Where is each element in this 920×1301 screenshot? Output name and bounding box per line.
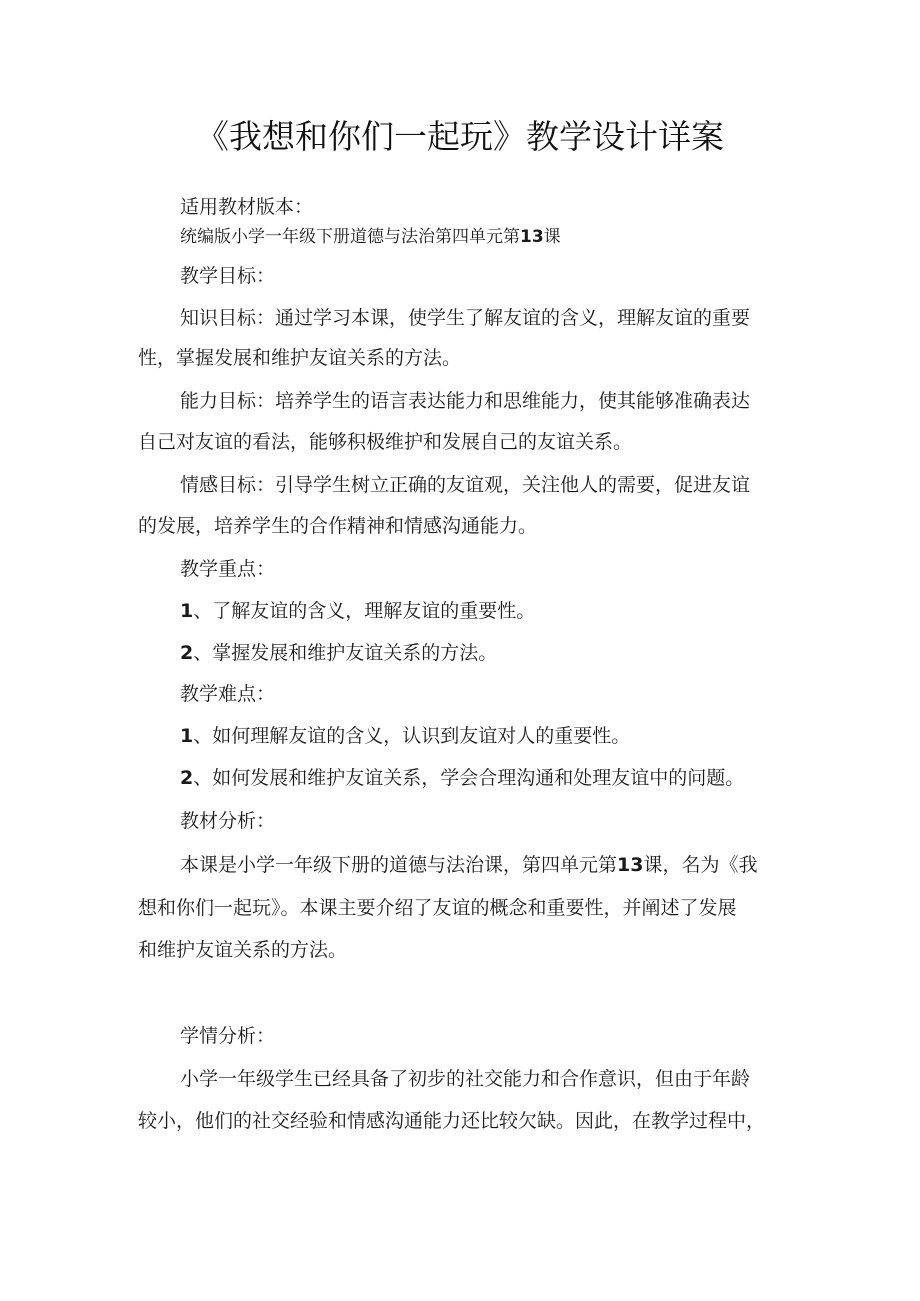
student-analysis-heading: 学情分析： (180, 1025, 276, 1047)
knowledge-goal-line-2: 性，掌握发展和维护友谊关系的方法。 (138, 347, 462, 369)
ability-goal-line-1: 能力目标：培养学生的语言表达能力和思维能力，使其能够准确表达 (180, 390, 751, 412)
difficult-point-2 (180, 763, 744, 793)
edition-value (180, 222, 561, 252)
edition-label: 适用教材版本： (180, 196, 314, 218)
key-point-2-number: 2 (180, 642, 194, 664)
key-point-2 (180, 638, 497, 668)
key-points-heading: 教学重点： (180, 558, 276, 580)
material-analysis-line-3: 和维护友谊关系的方法。 (138, 939, 348, 961)
emotion-goal-line-2: 的发展，培养学生的合作精神和情感沟通能力。 (138, 515, 538, 537)
edition-value-pre: 统编版小学一年级下册道德与法治第四单元第 (180, 227, 520, 247)
material-line-1-pre: 本课是小学一年级下册的道德与法治课，第四单元第 (180, 854, 618, 876)
goals-heading: 教学目标： (180, 265, 276, 287)
edition-value-post: 课 (543, 227, 561, 247)
key-point-1 (180, 596, 535, 626)
difficult-point-1-text: 、如何理解友谊的含义，认识到友谊对人的重要性。 (193, 725, 631, 747)
material-analysis-heading: 教材分析： (180, 810, 276, 832)
ability-goal-line-2: 自己对友谊的看法，能够积极维护和发展自己的友谊关系。 (138, 431, 633, 453)
difficult-points-heading: 教学难点： (180, 683, 276, 705)
student-analysis-line-1: 小学一年级学生已经具备了初步的社交能力和合作意识，但由于年龄 (180, 1068, 751, 1090)
difficult-point-1-number: 1 (180, 725, 194, 747)
document-title: 《我想和你们一起玩》教学设计详案 (196, 117, 724, 156)
student-analysis-line-2: 较小，他们的社交经验和情感沟通能力还比较欠缺。因此，在教学过程中， (138, 1110, 766, 1132)
key-point-1-text: 、了解友谊的含义，理解友谊的重要性。 (193, 600, 536, 622)
emotion-goal-line-1: 情感目标：引导学生树立正确的友谊观，关注他人的需要，促进友谊 (180, 474, 751, 496)
material-line-1-post: 课，名为《我 (643, 854, 758, 876)
key-point-1-number: 1 (180, 600, 194, 622)
material-lesson-number: 13 (617, 854, 644, 876)
difficult-point-2-text: 、如何发展和维护友谊关系，学会合理沟通和处理友谊中的问题。 (193, 767, 745, 789)
material-analysis-line-2: 想和你们一起玩》。本课主要介绍了友谊的概念和重要性，并阐述了发展 (138, 897, 737, 919)
key-point-2-text: 、掌握发展和维护友谊关系的方法。 (193, 642, 498, 664)
material-analysis-line-1 (180, 850, 757, 880)
knowledge-goal-line-1: 知识目标：通过学习本课，使学生了解友谊的含义，理解友谊的重要 (180, 307, 751, 329)
edition-lesson-number: 13 (520, 227, 544, 247)
difficult-point-1 (180, 721, 630, 751)
difficult-point-2-number: 2 (180, 767, 194, 789)
